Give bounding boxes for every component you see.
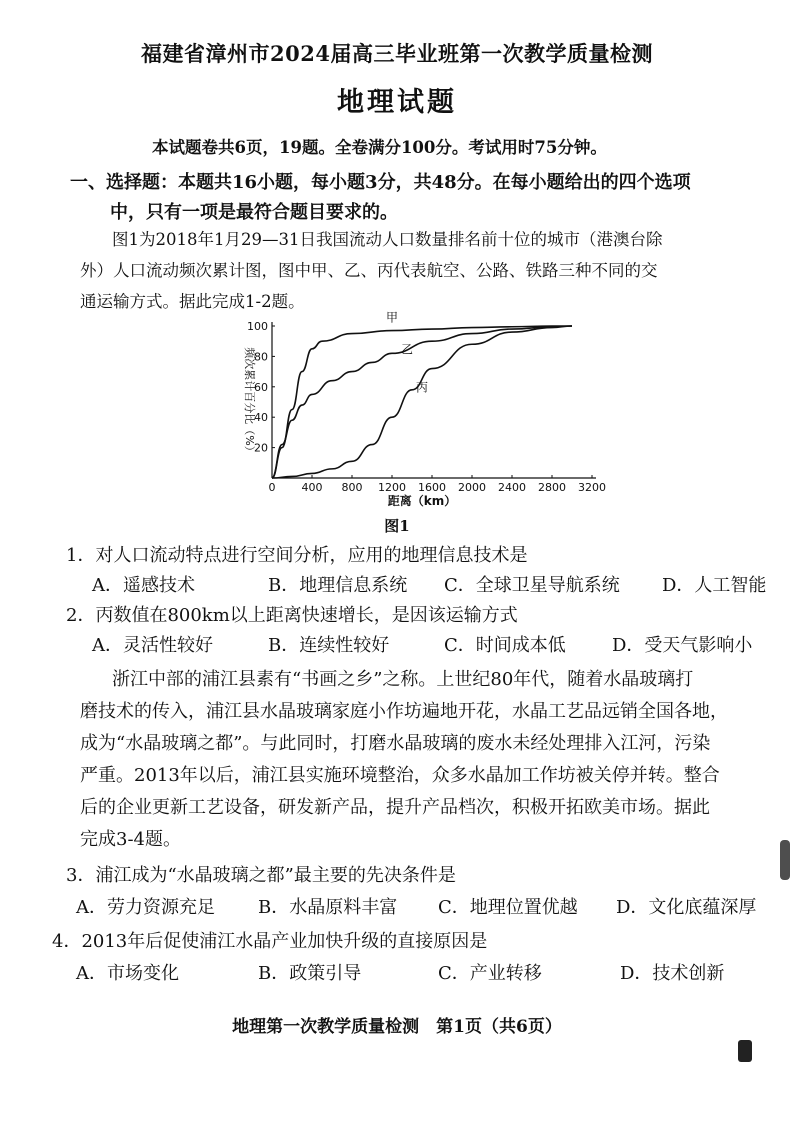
x-tick-label: 400 <box>301 481 323 494</box>
passage-2-line1: 浙江中部的浦江县素有“书画之乡”之称。上世纪80年代，随着水晶玻璃打 <box>112 669 694 690</box>
chart-axes <box>272 322 596 478</box>
passage-1-line1: 图1为2018年1月29—31日我国流动人口数量排名前十位的城市（港澳台除 <box>112 230 663 249</box>
y-tick-label: 40 <box>254 411 268 425</box>
x-axis-label: 距离（km） <box>387 494 457 508</box>
q2-option-d[interactable]: D．受天气影响小 <box>612 635 753 656</box>
passage-2-line5: 后的企业更新工艺设备，研发新产品，提升产品档次，积极开拓欧美市场。据此 <box>80 797 710 818</box>
q1-option-b[interactable]: B．地理信息系统 <box>268 575 408 596</box>
x-tick-label: 2000 <box>458 481 486 494</box>
subject-title: 地理试题 <box>337 87 457 118</box>
q1-option-c[interactable]: C．全球卫星导航系统 <box>444 575 620 596</box>
x-tick-label: 0 <box>268 481 276 494</box>
exam-intro: 本试题卷共6页，19题。全卷满分100分。考试用时75分钟。 <box>152 138 607 157</box>
scan-artifact-mark <box>738 1040 752 1062</box>
question-4-stem: 4．2013年后促使浦江水晶产业加快升级的直接原因是 <box>52 931 488 952</box>
q4-option-d[interactable]: D．技术创新 <box>620 963 725 984</box>
passage-2-line6: 完成3-4题。 <box>80 829 181 850</box>
y-tick-label: 20 <box>254 441 268 455</box>
q3-option-b[interactable]: B．水晶原料丰富 <box>258 897 398 918</box>
q3-option-d[interactable]: D．文化底蕴深厚 <box>616 897 757 918</box>
q2-option-c[interactable]: C．时间成本低 <box>444 635 566 656</box>
chart-series-labels <box>386 310 428 394</box>
q2-option-b[interactable]: B．连续性较好 <box>268 635 390 656</box>
x-tick-label: 800 <box>341 481 363 494</box>
passage-2 <box>80 664 770 856</box>
section-heading-line1: 一、选择题：本题共16小题，每小题3分，共48分。在每小题给出的四个选项 <box>70 172 691 193</box>
y-tick-label: 100 <box>247 320 268 333</box>
q3-option-a[interactable]: A．劳力资源充足 <box>76 897 215 918</box>
passage-2-line3: 成为“水晶玻璃之都”。与此同时，打磨水晶玻璃的废水未经处理排入江河，污染 <box>80 733 711 754</box>
question-1-stem: 1．对人口流动特点进行空间分析，应用的地理信息技术是 <box>66 545 528 566</box>
chart-ticks <box>247 320 606 494</box>
figure-1 <box>232 308 622 548</box>
q4-option-c[interactable]: C．产业转移 <box>438 963 542 984</box>
section-heading <box>70 168 770 228</box>
series-line-3 <box>272 326 572 478</box>
x-tick-label: 1200 <box>378 481 406 494</box>
series-line-1 <box>272 326 572 478</box>
section-heading-line2: 中，只有一项是最符合题目要求的。 <box>110 202 398 223</box>
series-label-3: 丙 <box>415 380 429 395</box>
q3-option-c[interactable]: C．地理位置优越 <box>438 897 578 918</box>
x-tick-label: 1600 <box>418 481 446 494</box>
y-axis-label: 频次累计百分比（%） <box>243 347 256 457</box>
y-tick-label: 60 <box>254 380 268 394</box>
x-tick-label: 3200 <box>578 481 606 494</box>
question-3-stem: 3．浦江成为“水晶玻璃之都”最主要的先决条件是 <box>66 865 456 886</box>
q1-option-d[interactable]: D．人工智能 <box>662 575 767 596</box>
figure-1-caption: 图1 <box>384 517 410 535</box>
passage-1-line3: 通运输方式。据此完成1-2题。 <box>80 292 305 311</box>
passage-2-line4: 严重。2013年以后，浦江县实施环境整治，众多水晶加工作坊被关停并转。整合 <box>80 765 720 786</box>
question-2-stem: 2．丙数值在800km以上距离快速增长，是因该运输方式 <box>66 605 518 626</box>
q2-option-a[interactable]: A．灵活性较好 <box>92 635 213 656</box>
q4-option-a[interactable]: A．市场变化 <box>76 963 179 984</box>
cumulative-frequency-chart <box>232 308 622 508</box>
series-label-1: 甲 <box>385 310 399 325</box>
scan-artifact-edge <box>780 840 790 880</box>
exam-title: 福建省漳州市2024届高三毕业班第一次教学质量检测 <box>141 41 653 66</box>
x-tick-label: 2800 <box>538 481 566 494</box>
passage-1-line2: 外）人口流动频次累计图，图中甲、乙、丙代表航空、公路、铁路三种不同的交 <box>80 261 658 280</box>
x-tick-label: 2400 <box>498 481 526 494</box>
q4-option-b[interactable]: B．政策引导 <box>258 963 362 984</box>
series-line-2 <box>272 326 572 478</box>
page-footer: 地理第一次教学质量检测 第1页（共6页） <box>232 1017 562 1037</box>
q1-option-a[interactable]: A．遥感技术 <box>92 575 195 596</box>
passage-2-line2: 磨技术的传入，浦江县水晶玻璃家庭小作坊遍地开花，水晶工艺品远销全国各地， <box>80 701 728 722</box>
passage-1 <box>80 224 770 317</box>
y-tick-label: 80 <box>254 350 268 364</box>
chart-series <box>272 326 572 478</box>
series-label-2: 乙 <box>400 342 414 357</box>
